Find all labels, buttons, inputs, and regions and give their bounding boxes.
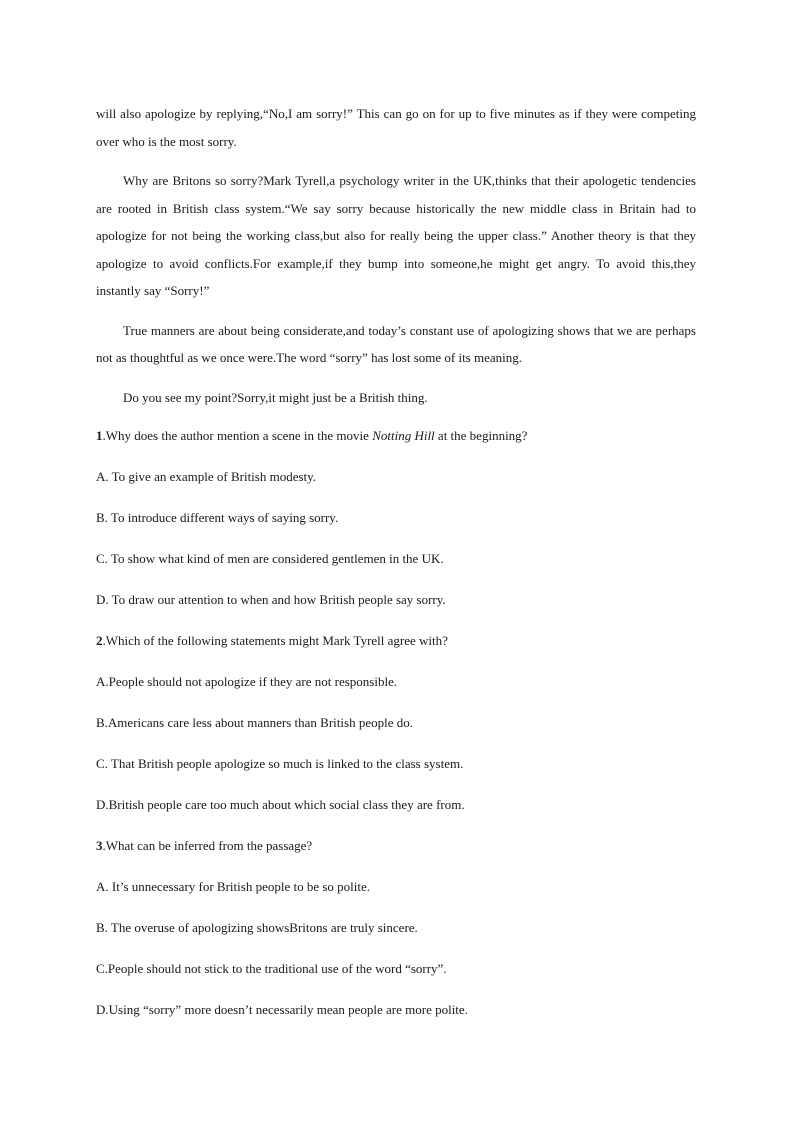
question-2-stem — [96, 630, 696, 651]
question-3-option-d: D.Using “sorry” more doesn’t necessarily mean people are more polite. — [96, 1002, 468, 1017]
document-page — [96, 100, 696, 1040]
question-3-stem-text: .What can be inferred from the passage? — [102, 838, 313, 853]
question-2-option-c: C. That British people apologize so much is linked to the class system. — [96, 756, 464, 771]
question-2-stem-text: .Which of the following statements might Mark Tyrell agree with? — [102, 633, 448, 648]
question-1-stem — [96, 425, 696, 446]
question-3-number: 3 — [96, 838, 103, 853]
question-1-option-d: D. To draw our attention to when and how British people say sorry. — [96, 592, 446, 607]
passage-paragraph-3: True manners are about being considerate,and today’s constant use of apologizing shows that we are perhaps not as thoughtful as we once were.The word “sorry” has lost some of its meaning. — [96, 322, 696, 365]
question-2-option-a: A.People should not apologize if they are not responsible. — [96, 674, 398, 689]
question-1-stem-text: .Why does the author mention a scene in the movie — [102, 428, 373, 443]
question-1-option-c: C. To show what kind of men are considered gentlemen in the UK. — [96, 551, 444, 566]
question-3-option-c: C.People should not stick to the traditional use of the word “sorry”. — [96, 961, 447, 976]
passage-paragraph-4: Do you see my point?Sorry,it might just be a British thing. — [123, 389, 428, 405]
question-1-option-b: B. To introduce different ways of saying sorry. — [96, 510, 339, 525]
question-3-stem — [96, 835, 696, 856]
question-1-number: 1 — [96, 428, 103, 443]
question-2-option-b: B.Americans care less about manners than British people do. — [96, 715, 413, 730]
question-3-option-b: B. The overuse of apologizing showsBritons are truly sincere. — [96, 920, 418, 935]
question-1-stem-end: at the beginning? — [434, 428, 528, 443]
question-3-option-a: A. It’s unnecessary for British people to be so polite. — [96, 879, 371, 894]
question-2-number: 2 — [96, 633, 103, 648]
question-1-option-a: A. To give an example of British modesty. — [96, 469, 317, 484]
passage-paragraph-2: Why are Britons so sorry?Mark Tyrell,a psychology writer in the UK,thinks that their apologetic tendencies are rooted in British class system.“We say sorry because historically the new middle class in Britain had to apologize for not being the working class,but also for really being the upper class.” Another theory is that they apologize to avoid conflicts.For example,if they bump into someone,he might get angry. To avoid this,they instantly say “Sorry!” — [96, 173, 696, 298]
passage-paragraph-1: will also apologize by replying,“No,I am sorry!” This can go on for up to five minutes as if they were competing over who is the most sorry. — [96, 106, 696, 149]
question-2-option-d: D.British people care too much about which social class they are from. — [96, 797, 465, 812]
question-1-movie-title: Notting Hill — [372, 428, 435, 443]
